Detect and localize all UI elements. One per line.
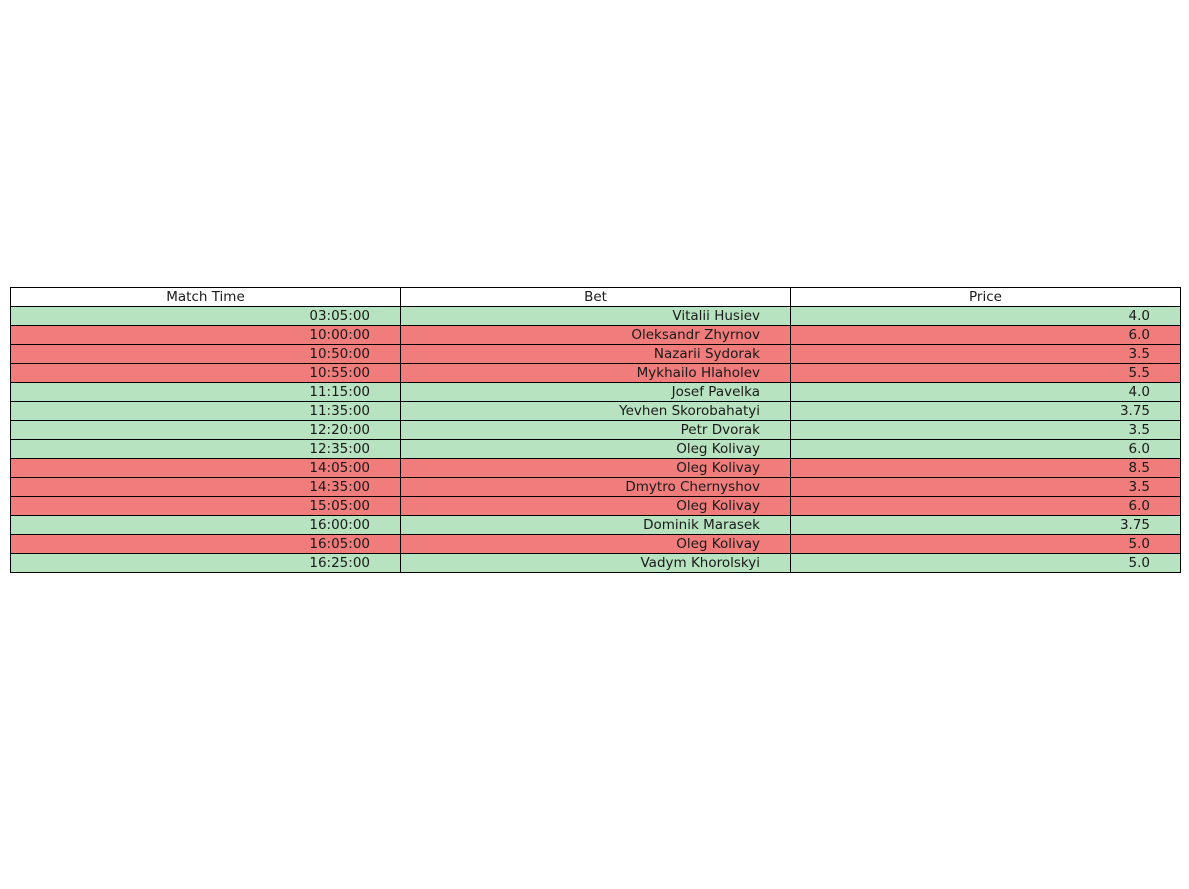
- bet-cell: Oleksandr Zhyrnov: [401, 326, 791, 345]
- price-cell: 5.0: [791, 535, 1181, 554]
- price-cell: 3.5: [791, 345, 1181, 364]
- price-cell: 3.75: [791, 516, 1181, 535]
- table-row: [11, 497, 1181, 516]
- table-row: [11, 402, 1181, 421]
- bet-cell: Mykhailo Hlaholev: [401, 364, 791, 383]
- price-cell: 4.0: [791, 307, 1181, 326]
- match-time-cell: 16:05:00: [11, 535, 401, 554]
- table-row: [11, 516, 1181, 535]
- price-cell: 5.5: [791, 364, 1181, 383]
- bet-cell: Yevhen Skorobahatyi: [401, 402, 791, 421]
- table-row: [11, 459, 1181, 478]
- match-time-cell: 10:50:00: [11, 345, 401, 364]
- match-time-cell: 16:00:00: [11, 516, 401, 535]
- match-time-cell: 12:20:00: [11, 421, 401, 440]
- table-body: [11, 307, 1181, 573]
- bet-cell: Oleg Kolivay: [401, 459, 791, 478]
- bet-cell: Oleg Kolivay: [401, 535, 791, 554]
- match-time-cell: 14:05:00: [11, 459, 401, 478]
- header-row: [11, 288, 1181, 307]
- bet-cell: Dominik Marasek: [401, 516, 791, 535]
- match-time-cell: 10:00:00: [11, 326, 401, 345]
- table-row: [11, 535, 1181, 554]
- match-time-cell: 10:55:00: [11, 364, 401, 383]
- column-header-match-time: Match Time: [11, 288, 401, 307]
- price-cell: 6.0: [791, 326, 1181, 345]
- bet-cell: Petr Dvorak: [401, 421, 791, 440]
- match-time-cell: 03:05:00: [11, 307, 401, 326]
- match-time-cell: 14:35:00: [11, 478, 401, 497]
- match-time-cell: 11:35:00: [11, 402, 401, 421]
- bet-cell: Josef Pavelka: [401, 383, 791, 402]
- price-cell: 4.0: [791, 383, 1181, 402]
- bet-cell: Nazarii Sydorak: [401, 345, 791, 364]
- price-cell: 8.5: [791, 459, 1181, 478]
- table-row: [11, 478, 1181, 497]
- column-header-price: Price: [791, 288, 1181, 307]
- bet-cell: Vadym Khorolskyi: [401, 554, 791, 573]
- match-time-cell: 15:05:00: [11, 497, 401, 516]
- price-cell: 3.5: [791, 478, 1181, 497]
- table-row: [11, 383, 1181, 402]
- bet-cell: Dmytro Chernyshov: [401, 478, 791, 497]
- table-row: [11, 440, 1181, 459]
- table-row: [11, 307, 1181, 326]
- bet-cell: Vitalii Husiev: [401, 307, 791, 326]
- price-cell: 3.75: [791, 402, 1181, 421]
- match-time-cell: 16:25:00: [11, 554, 401, 573]
- table-row: [11, 554, 1181, 573]
- bet-cell: Oleg Kolivay: [401, 440, 791, 459]
- price-cell: 3.5: [791, 421, 1181, 440]
- column-header-bet: Bet: [401, 288, 791, 307]
- match-time-cell: 11:15:00: [11, 383, 401, 402]
- table-row: [11, 326, 1181, 345]
- table-row: [11, 421, 1181, 440]
- bet-cell: Oleg Kolivay: [401, 497, 791, 516]
- price-cell: 5.0: [791, 554, 1181, 573]
- price-cell: 6.0: [791, 440, 1181, 459]
- table-row: [11, 345, 1181, 364]
- price-cell: 6.0: [791, 497, 1181, 516]
- table-row: [11, 364, 1181, 383]
- bets-table: [10, 287, 1181, 573]
- match-time-cell: 12:35:00: [11, 440, 401, 459]
- table-header: [11, 288, 1181, 307]
